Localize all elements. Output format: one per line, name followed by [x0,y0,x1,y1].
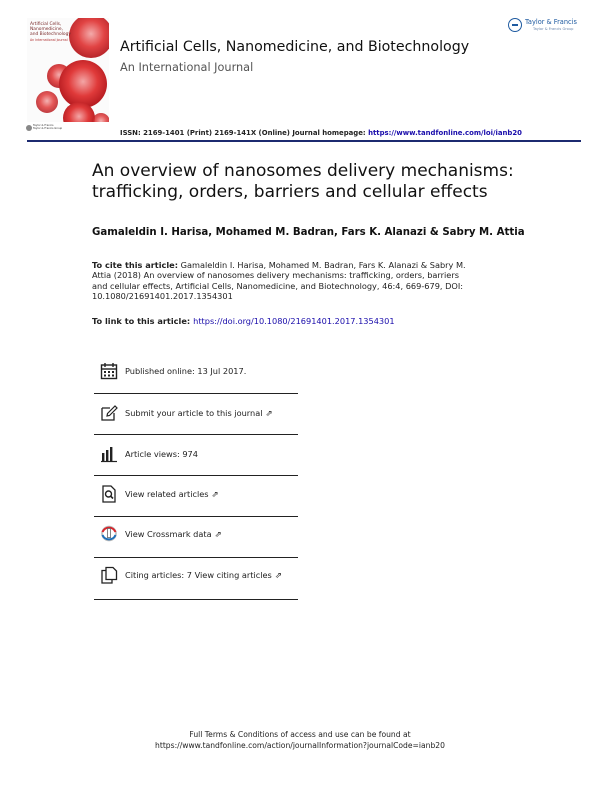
cover-title-line: Nanomedicine, [30,27,63,32]
row-divider [94,434,298,435]
publisher-logo[interactable] [508,16,588,38]
citation-block [92,260,492,302]
row-divider [94,557,298,558]
citing-articles-icon [100,566,118,584]
external-link-icon: ⇗ [211,489,219,499]
external-link-icon: ⇗ [265,408,273,418]
cover-publisher-line: Taylor & Francis [33,124,54,127]
cover-publisher-mark [26,124,63,134]
publisher-logo-icon [508,18,522,32]
crossmark-link[interactable] [125,529,222,539]
cite-label: To cite this article: [92,260,178,270]
info-row-submit[interactable] [94,401,298,441]
crossmark-icon [100,525,118,543]
external-link-icon: ⇗ [274,570,282,580]
article-title-line: An overview of nanosomes delivery mechanisms: [92,161,514,181]
article-title-line: trafficking, orders, barriers and cellular effects [92,182,488,202]
row-divider [94,393,298,394]
row-divider [94,599,298,600]
publisher-logo-tag: Taylor & Francis Group [533,27,574,31]
cover-publisher-line: Taylor & Francis Group [33,127,63,131]
article-authors: Gamaleldin I. Harisa, Mohamed M. Badran, Fars K. Alanazi & Sabry M. Attia [92,227,525,238]
link-label: To link to this article: [92,316,191,326]
terms-text: Full Terms & Conditions of access and use can be found at [189,730,411,739]
bar-chart-icon [100,445,118,463]
row-divider [94,475,298,476]
citing-articles-link[interactable] [125,570,282,580]
published-online-text: Published online: 13 Jul 2017. [125,366,247,376]
publisher-logo-name: Taylor & Francis [525,18,577,26]
journal-subtitle: An International Journal [120,61,254,74]
article-title [92,161,572,203]
related-articles-link[interactable] [125,489,219,499]
article-doi-link[interactable]: https://doi.org/10.1080/21691401.2017.1354301 [193,316,395,326]
publisher-dot-icon [26,125,32,131]
cite-doi-line[interactable]: 10.1080/21691401.2017.1354301 [92,291,233,302]
info-row-crossmark[interactable] [94,522,298,562]
info-row-views [94,442,298,482]
external-link-icon: ⇗ [214,529,222,539]
article-link-block [92,316,395,326]
cover-subtitle: An International Journal [30,38,68,42]
terms-link[interactable]: https://www.tandfonline.com/action/journalInformation?journalCode=ianb20 [155,741,445,750]
magnifier-document-icon [100,485,118,503]
journal-title: Artificial Cells, Nanomedicine, and Biotechnology [120,39,470,55]
cite-text-line: and cellular effects, Artificial Cells, Nanomedicine, and Biotechnology, 46:4, 669-679, DOI: [92,280,464,291]
issn-text: ISSN: 2169-1401 (Print) 2169-141X (Online) Journal homepage: [120,129,366,137]
cite-text-line: Attia (2018) An overview of nanosomes delivery mechanisms: trafficking, orders, barriers [92,270,459,281]
info-row-citing[interactable] [94,563,298,603]
cover-title-line: Artificial Cells, [30,22,62,27]
crossmark-label: View Crossmark data [125,529,212,539]
terms-footer [100,729,500,751]
journal-cover-image [27,18,109,136]
submit-article-link[interactable] [125,408,273,418]
issn-line [120,129,522,137]
edit-icon [100,404,118,422]
citing-articles-label: Citing articles: 7 View citing articles [125,570,272,580]
journal-homepage-link[interactable]: https://www.tandfonline.com/loi/ianb20 [368,129,522,137]
cite-text-line: Gamaleldin I. Harisa, Mohamed M. Badran, Fars K. Alanazi & Sabry M. [180,260,466,270]
header-divider [27,140,581,142]
cover-title-line: and Biotechnology [30,32,71,37]
related-articles-label: View related articles [125,489,209,499]
article-views-text: Article views: 974 [125,449,198,459]
row-divider [94,516,298,517]
submit-article-label: Submit your article to this journal [125,408,263,418]
calendar-icon [100,362,118,380]
